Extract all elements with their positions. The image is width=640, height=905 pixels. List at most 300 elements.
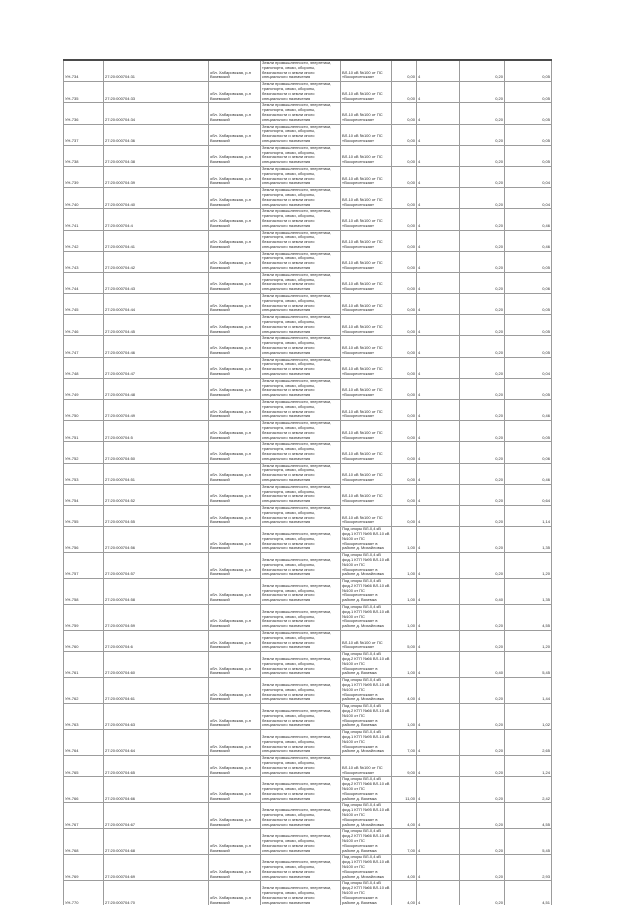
cell-share-value: 0,20 [460,82,505,103]
cell-cadastral-number: 27:20:000704:44 [104,294,209,315]
cell-parcel-item-number: УН-750 [64,400,104,421]
cell-area-value: 0,00 [392,378,417,399]
cell-code-value: 4 [417,579,460,605]
cell-share-value: 0,20 [460,605,505,631]
cell-parcel-item-number: УН-755 [64,505,104,526]
cell-parcel-item-number: УН-735 [64,82,104,103]
cell-cadastral-number: 27:20:000704:5 [104,421,209,442]
cell-share-value: 0,20 [460,803,505,829]
cell-area-value: 1,00 [392,652,417,678]
cell-code-value: 4 [417,251,460,272]
cell-code-value: 4 [417,82,460,103]
cell-amount-value: 1,14 [505,505,552,526]
cell-code-value: 4 [417,272,460,293]
cell-land-category: Земли промышленности, энергетики, транспорта, связи, обороны, безопасности и земли иного специального назначения [261,209,341,230]
cell-cadastral-number: 27:20:000704:48 [104,378,209,399]
cell-land-category: Земли промышленности, энергетики, транспорта, связи, обороны, безопасности и земли иного специального назначения [261,60,341,82]
cell-amount-value: 0,64 [505,484,552,505]
cell-land-category: Земли промышленности, энергетики, транспорта, связи, обороны, безопасности и земли иного специального назначения [261,82,341,103]
cell-cadastral-number: 27:20:000704:38 [104,145,209,166]
cell-amount-value: 4,55 [505,605,552,631]
cell-cadastral-number: 27:20:000704:4 [104,209,209,230]
cell-amount-value: 1,24 [505,756,552,777]
cell-parcel-item-number: УН-739 [64,166,104,187]
cell-cadastral-number: 27:20:000704:40 [104,188,209,209]
cell-parcel-item-number: УН-738 [64,145,104,166]
table-row [64,553,552,579]
cell-code-value: 4 [417,230,460,251]
cell-parcel-item-number: УН-736 [64,103,104,124]
cell-parcel-item-number: УН-769 [64,855,104,881]
cell-land-category: Земли промышленности, энергетики, транспорта, связи, обороны, безопасности и земли иного специального назначения [261,188,341,209]
cell-amount-value: 0,05 [505,378,552,399]
cell-object-name: Под опоры ВЛ-0,4 кВ фид.1 КТП №95 ВЛ-10 кВ №100 от ПС «Воскресенская» в районе д. Михайловка [341,803,392,829]
cell-area-value: 1,00 [392,704,417,730]
cell-code-value: 4 [417,315,460,336]
cell-land-category: Земли промышленности, энергетики, транспорта, связи, обороны, безопасности и земли иного специального назначения [261,553,341,579]
table-row [64,82,552,103]
cell-address: обл. Хабаровская, р-н Вяземский [209,605,261,631]
cell-amount-value: 0,05 [505,145,552,166]
cell-cadastral-number: 27:20:000704:65 [104,756,209,777]
cell-share-value: 0,20 [460,378,505,399]
cell-land-category: Земли промышленности, энергетики, транспорта, связи, обороны, безопасности и земли иного специального назначения [261,505,341,526]
table-row [64,400,552,421]
cell-cadastral-number: 27:20:000704:34 [104,103,209,124]
cell-share-value: 0,20 [460,336,505,357]
cell-address: обл. Хабаровская, р-н Вяземский [209,315,261,336]
cell-cadastral-number: 27:20:000704:6 [104,631,209,652]
cell-share-value: 0,40 [460,652,505,678]
table-row [64,704,552,730]
table-row [64,421,552,442]
cell-address: обл. Хабаровская, р-н Вяземский [209,652,261,678]
cell-object-name: Под опоры ВЛ-0,4 кВ фид.2 КТП №66 ВЛ-10 кВ №100 от ПС «Воскресенская» в районе д. Вяземка [341,704,392,730]
cell-land-category: Земли промышленности, энергетики, транспорта, связи, обороны, безопасности и земли иного специального назначения [261,652,341,678]
table-row [64,777,552,803]
cell-parcel-item-number: УН-770 [64,881,104,905]
cell-share-value: 0,20 [460,855,505,881]
cell-area-value: 0,00 [392,442,417,463]
cell-cadastral-number: 27:20:000704:41 [104,230,209,251]
table-row [64,484,552,505]
cell-land-category: Земли промышленности, энергетики, транспорта, связи, обороны, безопасности и земли иного специального назначения [261,881,341,905]
cell-address: обл. Хабаровская, р-н Вяземский [209,631,261,652]
cell-cadastral-number: 27:20:000704:33 [104,82,209,103]
cell-area-value: 4,00 [392,678,417,704]
cell-amount-value: 0,06 [505,442,552,463]
cell-amount-value: 0,05 [505,315,552,336]
cell-address: обл. Хабаровская, р-н Вяземский [209,103,261,124]
cell-cadastral-number: 27:20:000704:45 [104,315,209,336]
table-row [64,209,552,230]
cell-address: обл. Хабаровская, р-н Вяземский [209,442,261,463]
cell-amount-value: 0,05 [505,82,552,103]
cell-share-value: 0,20 [460,251,505,272]
cell-address: обл. Хабаровская, р-н Вяземский [209,756,261,777]
table-row [64,145,552,166]
cell-amount-value: 5,45 [505,652,552,678]
cell-land-category: Земли промышленности, энергетики, транспорта, связи, обороны, безопасности и земли иного специального назначения [261,678,341,704]
cell-share-value: 0,20 [460,881,505,905]
cell-cadastral-number: 27:20:000704:57 [104,553,209,579]
cell-parcel-item-number: УН-763 [64,704,104,730]
cell-parcel-item-number: УН-741 [64,209,104,230]
cell-area-value: 1,00 [392,605,417,631]
table-row [64,829,552,855]
cell-cadastral-number: 27:20:000704:51 [104,463,209,484]
cell-object-name: ВЛ-10 кВ №100 от ПС «Воскресенская» [341,484,392,505]
cell-area-value: 0,00 [392,251,417,272]
cell-object-name: Под опоры ВЛ-0,4 кВ фид.1 КТП №95 ВЛ-10 кВ №100 от ПС «Воскресенская» в районе д. Михайловка [341,855,392,881]
cell-area-value: 7,00 [392,730,417,756]
cell-amount-value: 1,20 [505,553,552,579]
cell-area-value: 1,00 [392,579,417,605]
table-row [64,527,552,553]
cell-amount-value: 5,45 [505,829,552,855]
cell-object-name: ВЛ-10 кВ №100 от ПС «Воскресенская» [341,60,392,82]
cell-parcel-item-number: УН-760 [64,631,104,652]
cell-land-category: Земли промышленности, энергетики, транспорта, связи, обороны, безопасности и земли иного специального назначения [261,730,341,756]
cell-address: обл. Хабаровская, р-н Вяземский [209,357,261,378]
cell-parcel-item-number: УН-757 [64,553,104,579]
cell-parcel-item-number: УН-744 [64,272,104,293]
cell-parcel-item-number: УН-761 [64,652,104,678]
cell-code-value: 4 [417,730,460,756]
cell-area-value: 0,00 [392,166,417,187]
cell-code-value: 4 [417,803,460,829]
cell-code-value: 4 [417,336,460,357]
cell-code-value: 4 [417,484,460,505]
cell-address: обл. Хабаровская, р-н Вяземский [209,60,261,82]
cell-cadastral-number: 27:20:000704:66 [104,777,209,803]
cell-amount-value: 0,05 [505,251,552,272]
cell-share-value: 0,20 [460,421,505,442]
cell-area-value: 0,00 [392,294,417,315]
cell-object-name: ВЛ-10 кВ №100 от ПС «Воскресенская» [341,166,392,187]
table-row [64,756,552,777]
cell-cadastral-number: 27:20:000704:69 [104,855,209,881]
cell-object-name: Под опоры ВЛ-0,4 кВ фид.1 КТП №95 ВЛ-10 кВ №100 от ПС «Воскресенская» в районе д. Михайловка [341,605,392,631]
cell-code-value: 4 [417,756,460,777]
cell-land-category: Земли промышленности, энергетики, транспорта, связи, обороны, безопасности и земли иного специального назначения [261,272,341,293]
table-row [64,103,552,124]
cell-amount-value: 0,46 [505,230,552,251]
cell-share-value: 0,20 [460,272,505,293]
cell-area-value: 0,00 [392,421,417,442]
cell-cadastral-number: 27:20:000704:67 [104,803,209,829]
cell-share-value: 0,20 [460,188,505,209]
cell-code-value: 4 [417,421,460,442]
cell-code-value: 4 [417,605,460,631]
cell-cadastral-number: 27:20:000704:31 [104,60,209,82]
cell-land-category: Земли промышленности, энергетики, транспорта, связи, обороны, безопасности и земли иного специального назначения [261,230,341,251]
cell-object-name: ВЛ-10 кВ №100 от ПС «Воскресенская» [341,315,392,336]
cell-address: обл. Хабаровская, р-н Вяземский [209,421,261,442]
cell-share-value: 0,20 [460,315,505,336]
cell-share-value: 0,20 [460,166,505,187]
cell-parcel-item-number: УН-766 [64,777,104,803]
cell-amount-value: 0,05 [505,336,552,357]
cell-object-name: ВЛ-10 кВ №100 от ПС «Воскресенская» [341,294,392,315]
cell-area-value: 0,00 [392,60,417,82]
cell-cadastral-number: 27:20:000704:47 [104,357,209,378]
cell-object-name: ВЛ-10 кВ №100 от ПС «Воскресенская» [341,756,392,777]
cell-cadastral-number: 27:20:000704:36 [104,124,209,145]
cell-area-value: 1,00 [392,527,417,553]
cell-land-category: Земли промышленности, энергетики, транспорта, связи, обороны, безопасности и земли иного специального назначения [261,166,341,187]
table-row [64,855,552,881]
cell-area-value: 7,00 [392,829,417,855]
cell-share-value: 0,20 [460,756,505,777]
cell-share-value: 0,20 [460,103,505,124]
cell-area-value: 0,00 [392,188,417,209]
cell-amount-value: 0,04 [505,166,552,187]
cell-address: обл. Хабаровская, р-н Вяземский [209,855,261,881]
cell-parcel-item-number: УН-745 [64,294,104,315]
cell-code-value: 4 [417,60,460,82]
cell-address: обл. Хабаровская, р-н Вяземский [209,579,261,605]
cell-share-value: 0,20 [460,209,505,230]
cell-cadastral-number: 27:20:000704:60 [104,652,209,678]
cell-amount-value: 0,05 [505,124,552,145]
cell-cadastral-number: 27:20:000704:63 [104,704,209,730]
cell-address: обл. Хабаровская, р-н Вяземский [209,400,261,421]
cell-share-value: 0,20 [460,357,505,378]
cell-cadastral-number: 27:20:000704:59 [104,605,209,631]
cell-amount-value: 0,05 [505,103,552,124]
cell-parcel-item-number: УН-754 [64,484,104,505]
cell-cadastral-number: 27:20:000704:49 [104,400,209,421]
cell-area-value: 0,00 [392,82,417,103]
cell-cadastral-number: 27:20:000704:39 [104,166,209,187]
table-row [64,166,552,187]
cell-cadastral-number: 27:20:000704:52 [104,484,209,505]
cell-code-value: 4 [417,442,460,463]
table-row [64,652,552,678]
cell-amount-value: 4,55 [505,803,552,829]
cell-share-value: 0,20 [460,145,505,166]
cell-object-name: ВЛ-10 кВ №100 от ПС «Воскресенская» [341,463,392,484]
cell-land-category: Земли промышленности, энергетики, транспорта, связи, обороны, безопасности и земли иного специального назначения [261,294,341,315]
table-row [64,251,552,272]
cell-address: обл. Хабаровская, р-н Вяземский [209,188,261,209]
cell-parcel-item-number: УН-752 [64,442,104,463]
cell-land-category: Земли промышленности, энергетики, транспорта, связи, обороны, безопасности и земли иного специального назначения [261,357,341,378]
cell-address: обл. Хабаровская, р-н Вяземский [209,166,261,187]
cell-area-value: 0,00 [392,484,417,505]
table-row [64,730,552,756]
cell-object-name: Под опоры ВЛ-0,4 кВ фид.2 КТП №66 ВЛ-10 кВ №100 от ПС «Воскресенская» в районе д. Вяземка [341,652,392,678]
cell-object-name: Под опоры ВЛ-0,4 кВ фид.1 КТП №95 ВЛ-10 кВ №100 от ПС «Воскресенская» в районе д. Михайловка [341,527,392,553]
cell-amount-value: 0,46 [505,400,552,421]
cell-land-category: Земли промышленности, энергетики, транспорта, связи, обороны, безопасности и земли иного специального назначения [261,378,341,399]
cell-parcel-item-number: УН-748 [64,357,104,378]
cell-share-value: 0,20 [460,505,505,526]
cell-share-value: 0,20 [460,484,505,505]
land-parcels-table [63,59,552,905]
cell-amount-value: 1,20 [505,631,552,652]
cell-area-value: 1,00 [392,553,417,579]
cell-parcel-item-number: УН-747 [64,336,104,357]
cell-object-name: ВЛ-10 кВ №100 от ПС «Воскресенская» [341,357,392,378]
cell-area-value: 0,00 [392,505,417,526]
cell-parcel-item-number: УН-751 [64,421,104,442]
cell-address: обл. Хабаровская, р-н Вяземский [209,881,261,905]
cell-share-value: 0,20 [460,442,505,463]
cell-object-name: ВЛ-10 кВ №100 от ПС «Воскресенская» [341,230,392,251]
cell-area-value: 0,00 [392,145,417,166]
cell-amount-value: 0,04 [505,357,552,378]
cell-code-value: 4 [417,855,460,881]
table-row [64,579,552,605]
cell-area-value: 11,00 [392,777,417,803]
cell-parcel-item-number: УН-762 [64,678,104,704]
cell-share-value: 0,20 [460,230,505,251]
table-row [64,124,552,145]
cell-address: обл. Хабаровская, р-н Вяземский [209,145,261,166]
cell-code-value: 4 [417,631,460,652]
cell-land-category: Земли промышленности, энергетики, транспорта, связи, обороны, безопасности и земли иного специального назначения [261,704,341,730]
cell-address: обл. Хабаровская, р-н Вяземский [209,678,261,704]
table-row [64,881,552,905]
cell-code-value: 4 [417,294,460,315]
cell-parcel-item-number: УН-749 [64,378,104,399]
cell-land-category: Земли промышленности, энергетики, транспорта, связи, обороны, безопасности и земли иного специального назначения [261,527,341,553]
cell-address: обл. Хабаровская, р-н Вяземский [209,803,261,829]
cell-land-category: Земли промышленности, энергетики, транспорта, связи, обороны, безопасности и земли иного специального назначения [261,124,341,145]
cell-parcel-item-number: УН-742 [64,230,104,251]
cell-object-name: ВЛ-10 кВ №100 от ПС «Воскресенская» [341,103,392,124]
table-row [64,294,552,315]
cell-land-category: Земли промышленности, энергетики, транспорта, связи, обороны, безопасности и земли иного специального назначения [261,463,341,484]
cell-address: обл. Хабаровская, р-н Вяземский [209,251,261,272]
cell-area-value: 4,00 [392,803,417,829]
cell-area-value: 4,00 [392,855,417,881]
cell-object-name: ВЛ-10 кВ №100 от ПС «Воскресенская» [341,272,392,293]
cell-land-category: Земли промышленности, энергетики, транспорта, связи, обороны, безопасности и земли иного специального назначения [261,336,341,357]
cell-amount-value: 0,04 [505,188,552,209]
cell-code-value: 4 [417,166,460,187]
cell-cadastral-number: 27:20:000704:50 [104,442,209,463]
cell-object-name: Под опоры ВЛ-0,4 кВ фид.1 КТП №95 ВЛ-10 кВ №100 от ПС «Воскресенская» в районе д. Михайловка [341,678,392,704]
cell-area-value: 0,00 [392,463,417,484]
cell-object-name: ВЛ-10 кВ №100 от ПС «Воскресенская» [341,145,392,166]
cell-share-value: 0,20 [460,553,505,579]
cell-amount-value: 1,35 [505,579,552,605]
cell-object-name: ВЛ-10 кВ №100 от ПС «Воскресенская» [341,378,392,399]
cell-parcel-item-number: УН-740 [64,188,104,209]
cell-area-value: 0,00 [392,230,417,251]
cell-address: обл. Хабаровская, р-н Вяземский [209,527,261,553]
cell-land-category: Земли промышленности, энергетики, транспорта, связи, обороны, безопасности и земли иного специального назначения [261,605,341,631]
cell-object-name: Под опоры ВЛ-0,4 кВ фид.2 КТП №66 ВЛ-10 кВ №100 от ПС «Воскресенская» в районе д. Вяземка [341,881,392,905]
cell-address: обл. Хабаровская, р-н Вяземский [209,730,261,756]
cell-address: обл. Хабаровская, р-н Вяземский [209,124,261,145]
table-row [64,505,552,526]
cell-area-value: 0,00 [392,209,417,230]
cell-object-name: ВЛ-10 кВ №100 от ПС «Воскресенская» [341,336,392,357]
table-row [64,315,552,336]
cell-share-value: 0,20 [460,730,505,756]
cell-amount-value: 1,35 [505,527,552,553]
cell-amount-value: 2,65 [505,730,552,756]
table-row [64,230,552,251]
cell-amount-value: 2,93 [505,855,552,881]
cell-land-category: Земли промышленности, энергетики, транспорта, связи, обороны, безопасности и земли иного специального назначения [261,251,341,272]
cell-code-value: 4 [417,704,460,730]
cell-parcel-item-number: УН-759 [64,605,104,631]
cell-amount-value: 0,46 [505,209,552,230]
table-row [64,378,552,399]
cell-share-value: 0,20 [460,294,505,315]
cell-amount-value: 1,02 [505,704,552,730]
cell-area-value: 0,00 [392,357,417,378]
cell-object-name: ВЛ-10 кВ №100 от ПС «Воскресенская» [341,400,392,421]
cell-code-value: 4 [417,652,460,678]
cell-area-value: 0,00 [392,103,417,124]
cell-cadastral-number: 27:20:000704:68 [104,829,209,855]
cell-cadastral-number: 27:20:000704:64 [104,730,209,756]
cell-object-name: ВЛ-10 кВ №100 от ПС «Воскресенская» [341,442,392,463]
table-row [64,631,552,652]
cell-object-name: ВЛ-10 кВ №100 от ПС «Воскресенская» [341,251,392,272]
cell-object-name: ВЛ-10 кВ №100 от ПС «Воскресенская» [341,188,392,209]
cell-parcel-item-number: УН-767 [64,803,104,829]
cell-code-value: 4 [417,378,460,399]
cell-share-value: 0,20 [460,60,505,82]
cell-code-value: 4 [417,145,460,166]
cell-address: обл. Хабаровская, р-н Вяземский [209,272,261,293]
cell-parcel-item-number: УН-737 [64,124,104,145]
cell-object-name: Под опоры ВЛ-0,4 кВ фид.1 КТП №95 ВЛ-10 кВ №100 от ПС «Воскресенская» в районе д. Михайловка [341,730,392,756]
cell-share-value: 0,20 [460,631,505,652]
cell-code-value: 4 [417,553,460,579]
cell-land-category: Земли промышленности, энергетики, транспорта, связи, обороны, безопасности и земли иного специального назначения [261,421,341,442]
table-row [64,336,552,357]
cell-address: обл. Хабаровская, р-н Вяземский [209,553,261,579]
table-row [64,272,552,293]
cell-code-value: 4 [417,188,460,209]
cell-share-value: 0,20 [460,527,505,553]
cell-cadastral-number: 27:20:000704:55 [104,505,209,526]
cell-amount-value: 0,06 [505,272,552,293]
cell-area-value: 9,00 [392,756,417,777]
cell-share-value: 0,20 [460,463,505,484]
cell-cadastral-number: 27:20:000704:46 [104,336,209,357]
cell-object-name: Под опоры ВЛ-0,4 кВ фид.2 КТП №66 ВЛ-10 кВ №100 от ПС «Воскресенская» в районе д. Вяземка [341,829,392,855]
cell-land-category: Земли промышленности, энергетики, транспорта, связи, обороны, безопасности и земли иного специального назначения [261,803,341,829]
cell-land-category: Земли промышленности, энергетики, транспорта, связи, обороны, безопасности и земли иного специального назначения [261,829,341,855]
cell-address: обл. Хабаровская, р-н Вяземский [209,230,261,251]
table-row [64,803,552,829]
cell-area-value: 5,00 [392,631,417,652]
cell-code-value: 4 [417,527,460,553]
cell-address: обл. Хабаровская, р-н Вяземский [209,378,261,399]
cell-land-category: Земли промышленности, энергетики, транспорта, связи, обороны, безопасности и земли иного специального назначения [261,484,341,505]
cell-code-value: 4 [417,505,460,526]
cell-address: обл. Хабаровская, р-н Вяземский [209,209,261,230]
cell-land-category: Земли промышленности, энергетики, транспорта, связи, обороны, безопасности и земли иного специального назначения [261,579,341,605]
cell-area-value: 0,00 [392,272,417,293]
cell-code-value: 4 [417,209,460,230]
cell-address: обл. Хабаровская, р-н Вяземский [209,704,261,730]
cell-land-category: Земли промышленности, энергетики, транспорта, связи, обороны, безопасности и земли иного специального назначения [261,442,341,463]
cell-code-value: 4 [417,103,460,124]
cell-land-category: Земли промышленности, энергетики, транспорта, связи, обороны, безопасности и земли иного специального назначения [261,400,341,421]
table-row [64,188,552,209]
cell-address: обл. Хабаровская, р-н Вяземский [209,505,261,526]
